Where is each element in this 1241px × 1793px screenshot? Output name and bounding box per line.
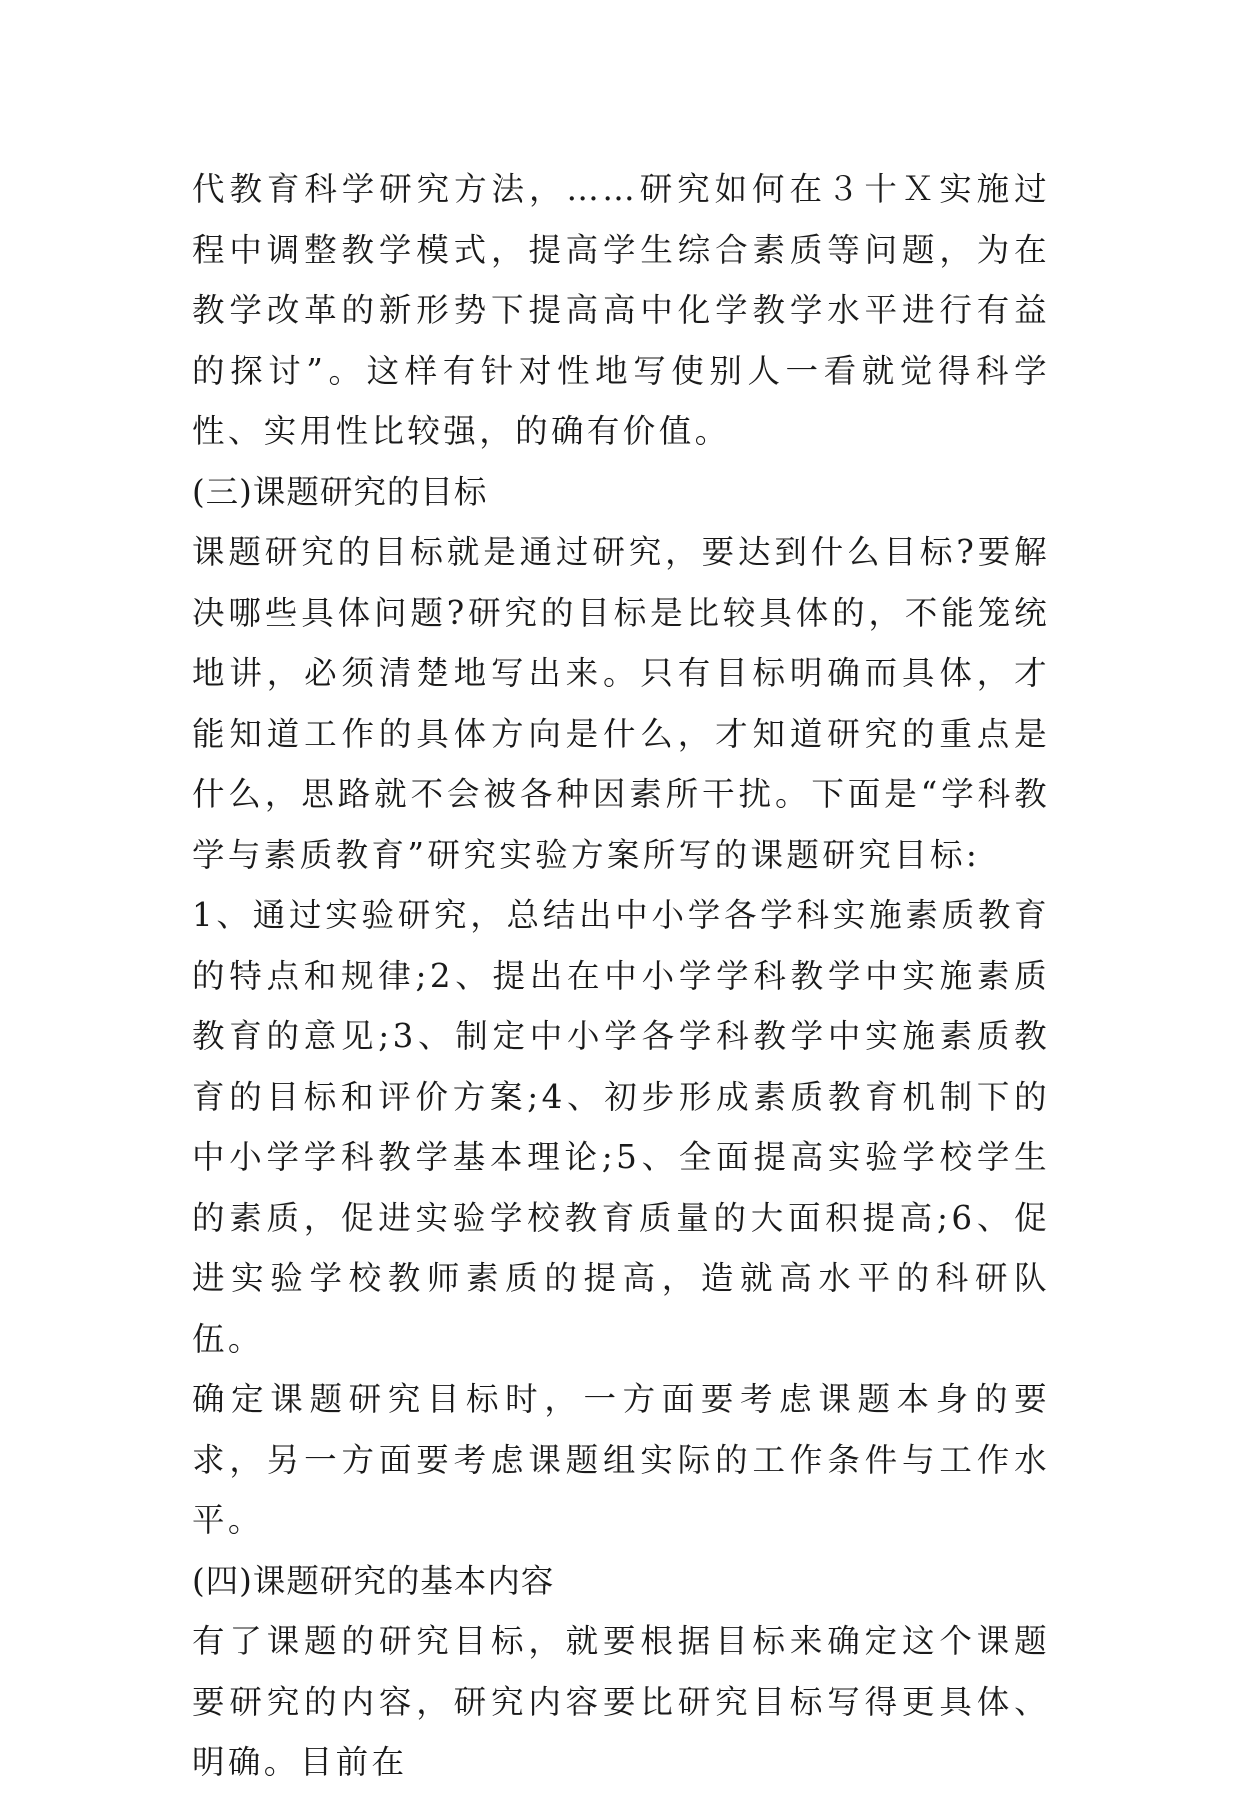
section-heading-research-goals: (三)课题研究的目标 [192,472,488,511]
paragraph-intro-continued: 代教育科学研究方法，……研究如何在３十Ｘ实施过程中调整教学模式，提高学生综合素质等问题，为在教学改革的新形势下提高高中化学教学水平进行有益的探讨”。这样有针对性地写使别人一看就觉得科学性、实用性比较强，的确有价值。 [192,170,1050,450]
paragraph-goals-list: 1、通过实验研究，总结出中小学各学科实施素质教育的特点和规律;2、提出在中小学学科教学中实施素质教育的意见;3、制定中小学各学科教学中实施素质教育的目标和评价方案;4、初步形成素质教育机制下的中小学学科教学基本理论;5、全面提高实验学校学生的素质，促进实验学校教育质量的大面积提高;6、促进实验学校教师素质的提高，造就高水平的科研队伍。 [192,896,1050,1358]
section-heading-basic-content: (四)课题研究的基本内容 [192,1561,555,1600]
document-page [192,159,1050,1793]
paragraph-research-goals: 课题研究的目标就是通过研究，要达到什么目标?要解决哪些具体问题?研究的目标是比较具体的，不能笼统地讲，必须清楚地写出来。只有目标明确而具体，才能知道工作的具体方向是什么，才知道研究的重点是什么，思路就不会被各种因素所干扰。下面是“学科教学与素质教育”研究实验方案所写的课题研究目标: [192,533,1050,874]
paragraph-basic-content: 有了课题的研究目标，就要根据目标来确定这个课题要研究的内容，研究内容要比研究目标写得更具体、明确。目前在 [192,1622,1050,1781]
paragraph-determining-goals: 确定课题研究目标时，一方面要考虑课题本身的要求，另一方面要考虑课题组实际的工作条件与工作水平。 [192,1380,1050,1539]
